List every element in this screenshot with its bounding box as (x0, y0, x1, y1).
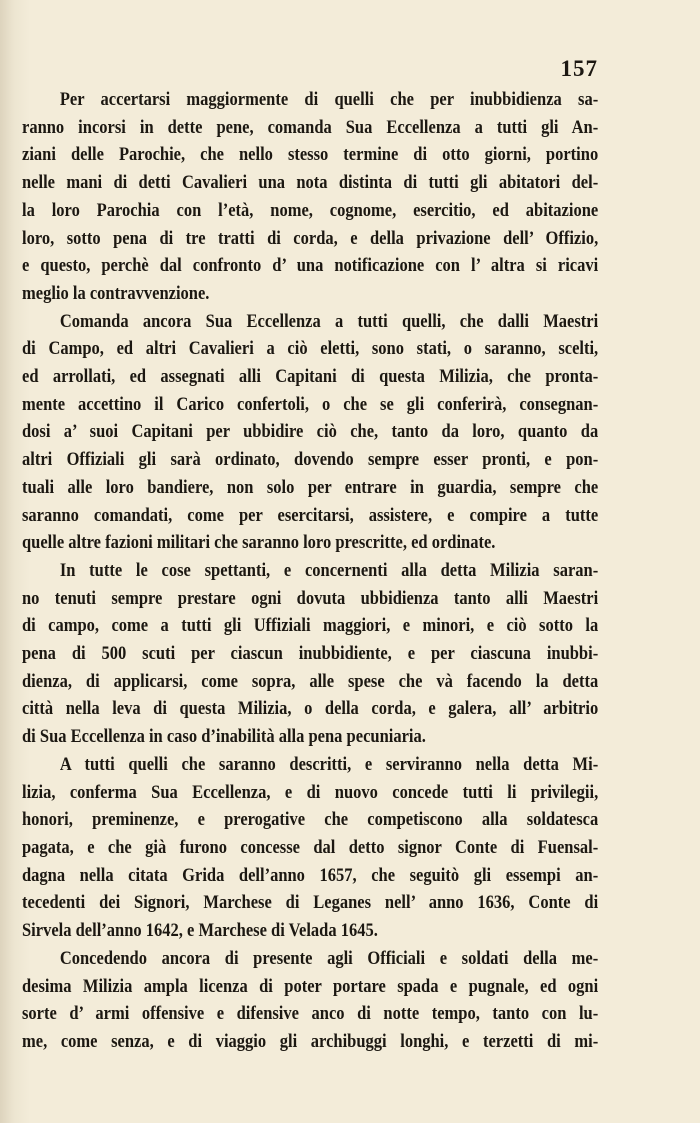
text-line: ed arrollati, ed assegnati alli Capitani di questa Milizia, che pronta- (22, 366, 599, 388)
text-line: di campo, come a tutti gli Uffiziali maggiori, e minori, e ciò sotto la (22, 615, 599, 637)
text-line: dagna nella citata Grida dell’anno 1657, che seguitò gli essempi an- (22, 864, 599, 886)
text-line: dosi a’ suoi Capitani per ubbidire ciò che, tanto da loro, quanto da (22, 421, 599, 443)
text-line: di Sua Eccellenza in caso d’inabilità alla pena pecuniaria. (22, 726, 426, 748)
text-line: di Campo, ed altri Cavalieri a ciò eletti, sono stati, o saranno, scelti, (22, 338, 599, 360)
text-line: lizia, conferma Sua Eccellenza, e di nuovo concede tutti li privilegii, (22, 781, 599, 803)
text-line: tuali alle loro bandiere, non solo per entrare in guardia, sempre che (22, 476, 599, 498)
text-line: tecedenti dei Signori, Marchese di Leganes nell’ anno 1636, Conte di (22, 892, 599, 914)
text-line: Comanda ancora Sua Eccellenza a tutti quelli, che dalli Maestri (59, 310, 599, 332)
text-line: e questo, perchè dal confronto d’ una notificazione con l’ altra si ricavi (22, 255, 599, 277)
text-line: In tutte le cose spettanti, e concernenti alla detta Milizia saran- (59, 559, 599, 581)
text-line: ziani delle Parochie, che nello stesso termine di otto giorni, portino (22, 144, 599, 166)
paragraph (22, 308, 598, 557)
text-line: Concedendo ancora di presente agli Officiali e soldati della me- (59, 947, 599, 969)
text-line: ranno incorsi in dette pene, comanda Sua Eccellenza a tutti gli An- (22, 116, 599, 138)
text-line: me, come senza, e di viaggio gli archibuggi longhi, e terzetti di mi- (22, 1030, 599, 1052)
paragraph (22, 557, 598, 751)
body-text (22, 86, 598, 1056)
text-line: dienza, di applicarsi, come sopra, alle spese che và facendo la detta (22, 670, 599, 692)
text-line: A tutti quelli che saranno descritti, e serviranno nella detta Mi- (59, 753, 599, 775)
paragraph (22, 751, 598, 945)
text-line: quelle altre fazioni militari che saranno loro prescritte, ed ordinate. (22, 532, 496, 554)
text-line: saranno comandati, come per esercitarsi, assistere, e compire a tutte (22, 504, 599, 526)
page-number: 157 (560, 56, 598, 81)
text-line: Per accertarsi maggiormente di quelli che per inubbidienza sa- (59, 89, 599, 110)
text-line: no tenuti sempre prestare ogni dovuta ubbidienza tanto alli Maestri (22, 587, 599, 609)
text-line: sorte d’ armi offensive e difensive anco di notte tempo, tanto con lu- (22, 1003, 599, 1025)
text-line: Sirvela dell’anno 1642, e Marchese di Velada 1645. (22, 920, 378, 942)
text-line: altri Offiziali gli sarà ordinato, dovendo sempre esser pronti, e pon- (22, 449, 599, 471)
text-line: mente accettino il Carico confertoli, o che se gli conferirà, consegnan- (22, 393, 599, 415)
text-line: pena di 500 scuti per ciascun inubbidiente, e per ciascuna inubbi- (22, 643, 599, 665)
text-line: pagata, e che già furono concesse dal detto signor Conte di Fuensal- (22, 836, 599, 858)
text-line: loro, sotto pena di tre tratti di corda, e della privazione dell’ Offizio, (22, 227, 599, 249)
text-line: città nella leva di questa Milizia, o della corda, e galera, all’ arbitrio (22, 698, 599, 720)
paragraph (22, 86, 598, 308)
text-line: nelle mani di detti Cavalieri una nota distinta di tutti gli abitatori del- (22, 172, 599, 194)
text-line: la loro Parochia con l’età, nome, cognome, esercitio, ed abitazione (22, 199, 599, 221)
text-line: meglio la contravvenzione. (22, 282, 210, 304)
paragraph (22, 945, 598, 1056)
text-line: honori, preminenze, e prerogative che competiscono alla soldatesca (22, 809, 599, 831)
text-line: desima Milizia ampla licenza di poter portare spada e pugnale, ed ogni (22, 975, 599, 997)
